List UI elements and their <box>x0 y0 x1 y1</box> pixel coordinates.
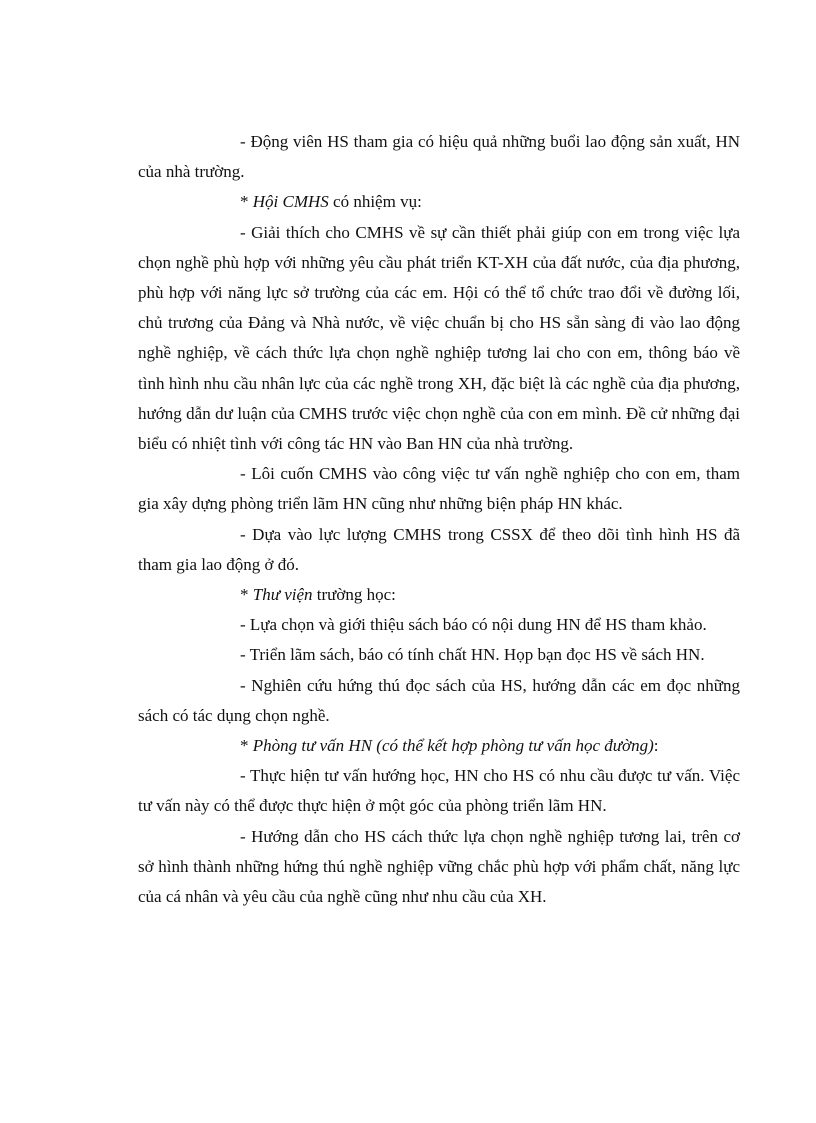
heading-prefix: * <box>240 192 253 212</box>
paragraph-career-guidance: - Hướng dẫn cho HS cách thức lựa chọn nghề nghiệp tương lai, trên cơ sở hình thành những hứng thú nghề nghiệp vững chắc phù hợp với phẩm chất, năng lực của cá nhân và yêu cầu của nghề cũng như nhu cầu của XH. <box>138 826 740 907</box>
paragraph-provide-counseling: - Thực hiện tư vấn hướng học, HN cho HS có nhu cầu được tư vấn. Việc tư vấn này có thể được thực hiện ở một góc của phòng triển lãm HN. <box>138 766 740 816</box>
paragraph-book-exhibition: - Triển lãm sách, báo có tính chất HN. Họp bạn đọc HS về sách HN. <box>240 645 705 665</box>
heading-parents-association <box>138 187 740 217</box>
heading-prefix: * <box>240 736 253 756</box>
heading-suffix: có nhiệm vụ: <box>328 192 422 212</box>
paragraph-explain-to-parents: - Giải thích cho CMHS về sự cần thiết phải giúp con em trong việc lựa chọn nghề phù hợp với những yêu cầu phát triển KT-XH của đất nước, của địa phương, phù hợp với năng lực sở trường của các em. Hội có thể tổ chức trao đổi về đường lối, chủ trương của Đảng và Nhà nước, về việc chuẩn bị cho HS sẵn sàng đi vào lao động nghề nghiệp, về cách thức lựa chọn nghề nghiệp tương lai cho con em, thông báo về tình hình nhu cầu nhân lực của các nghề trong XH, đặc biệt là các nghề của địa phương, hướng dẫn dư luận của CMHS trước việc chọn nghề của con em mình. Đề cử những đại biểu có nhiệt tình với công tác HN vào Ban HN của nhà trường. <box>138 222 740 454</box>
heading-suffix: : <box>653 736 659 756</box>
heading-italic-title: Thư viện <box>252 585 313 605</box>
heading-prefix: * <box>240 585 253 605</box>
heading-italic-title: Hội CMHS <box>252 192 329 212</box>
paragraph-engage-parents: - Lôi cuốn CMHS vào công việc tư vấn nghề nghiệp cho con em, tham gia xây dựng phòng triển lãm HN cũng như những biện pháp HN khác. <box>138 464 740 514</box>
heading-counseling-room <box>138 731 740 761</box>
paragraph-select-books: - Lựa chọn và giới thiệu sách báo có nội dung HN để HS tham khảo. <box>240 615 707 635</box>
heading-italic-title: Phòng tư vấn HN (có thể kết hợp phòng tư vấn học đường) <box>252 736 654 756</box>
heading-school-library <box>138 580 740 610</box>
document-body <box>138 127 740 912</box>
paragraph-parents-in-production: - Dựa vào lực lượng CMHS trong CSSX để theo dõi tình hình HS đã tham gia lao động ở đó. <box>138 524 740 574</box>
paragraph-motivate-students: - Động viên HS tham gia có hiệu quả những buổi lao động sản xuất, HN của nhà trường. <box>138 132 740 182</box>
heading-suffix: trường học: <box>312 585 396 605</box>
paragraph-reading-interest: - Nghiên cứu hứng thú đọc sách của HS, hướng dẫn các em đọc những sách có tác dụng chọn nghề. <box>138 675 740 725</box>
